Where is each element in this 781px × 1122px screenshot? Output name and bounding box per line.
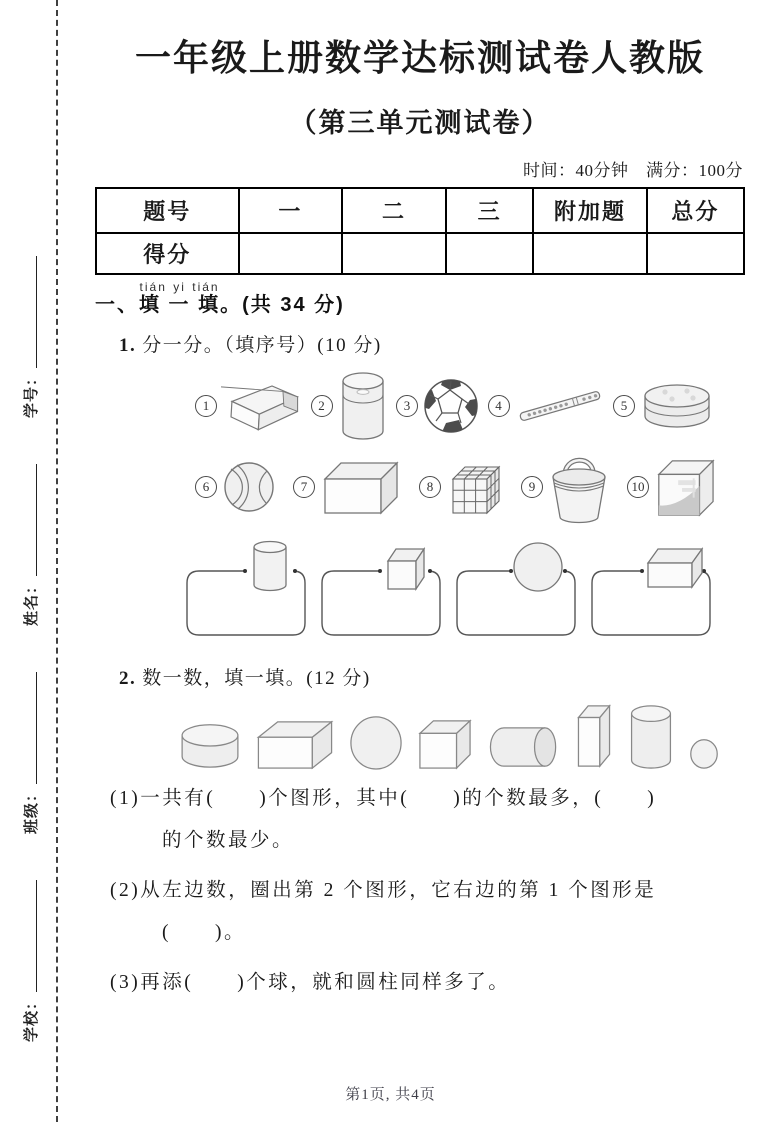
q1-item-rubiks-cube (419, 457, 505, 517)
score-cell-extra (533, 233, 646, 274)
circled-number-1: 1 (195, 395, 217, 417)
sphere-icon (349, 714, 403, 770)
page-footer: 第1页, 共4页 (345, 1087, 436, 1103)
paper-subtitle: （第三单元测试卷） (289, 108, 551, 138)
name-field (20, 464, 41, 626)
bucket-icon (547, 449, 611, 525)
paper-content (95, 0, 745, 1004)
q2-shapes-row (179, 702, 724, 770)
q1-item-tennis-ball (195, 459, 277, 515)
q2-sub2-line1: (2)从左边数，圈出第 2 个图形，它右边的第 1 个图形是 (110, 880, 657, 901)
school-field (20, 880, 41, 1042)
name-label: 姓名： (23, 577, 40, 626)
time-score-meta: 时间：40分钟 满分：100分 (523, 161, 743, 180)
class-label: 班级： (23, 785, 40, 834)
circled-number-5: 5 (613, 395, 635, 417)
question1-line (119, 330, 745, 357)
tall-cuboid-icon (574, 702, 614, 770)
q2-sub2-line2: ( )。 (162, 922, 246, 943)
school-label: 学校： (23, 993, 40, 1042)
q1-objects-row-2 (195, 449, 715, 525)
q2-sub3-line: (3)再添( )个球，就和圆柱同样多了。 (110, 972, 511, 993)
category-box-cube (318, 535, 444, 639)
q2-sub1-line2: 的个数最少。 (162, 830, 295, 851)
cube-icon (416, 716, 474, 770)
class-field (20, 672, 41, 834)
score-header-timu: 题号 (96, 188, 239, 233)
category-box-cuboid (588, 535, 714, 639)
canister-icon (337, 369, 389, 443)
q1-item-box (293, 457, 403, 517)
question1-text: 分一分。（填序号）(10 分) (142, 335, 382, 356)
circled-number-9: 9 (521, 476, 543, 498)
q2-sub3 (110, 962, 745, 1004)
q1-item-canister (311, 369, 389, 443)
circled-number-2: 2 (311, 395, 333, 417)
circled-number-6: 6 (195, 476, 217, 498)
eraser-icon (221, 377, 303, 435)
binding-dashed-line (56, 0, 58, 1122)
q1-objects-row-1 (195, 369, 715, 443)
score-cell-3 (446, 233, 533, 274)
flat-cylinder-icon (179, 720, 241, 770)
score-header-3: 三 (446, 188, 533, 233)
score-header-total: 总分 (647, 188, 744, 233)
q2-sub2 (110, 870, 745, 954)
q2-sub1 (110, 778, 745, 862)
circled-number-3: 3 (396, 395, 418, 417)
student-id-label: 学号： (23, 369, 40, 418)
section1-base: 填 一 填 (139, 294, 221, 316)
circled-number-4: 4 (488, 395, 510, 417)
score-header-1: 一 (239, 188, 343, 233)
category-box-sphere (453, 535, 579, 639)
cuboid-icon (254, 718, 336, 770)
circled-number-8: 8 (419, 476, 441, 498)
tall-cylinder-icon (627, 702, 675, 770)
q1-item-soccer-ball (396, 377, 480, 435)
lying-cylinder-icon (487, 724, 561, 770)
carton-icon (653, 455, 715, 519)
score-cell-1 (239, 233, 343, 274)
cookie-tin-icon (639, 378, 715, 434)
section1-pinyin: tián yi tián (139, 280, 221, 294)
q1-item-cookie-tin (613, 378, 715, 434)
circled-number-7: 7 (293, 476, 315, 498)
category-box-cylinder (183, 535, 309, 639)
score-cell-total (647, 233, 744, 274)
tennis-ball-icon (221, 459, 277, 515)
school-blank-line (23, 880, 37, 992)
student-info-sidebar (14, 48, 46, 1068)
question2-number: 2. (119, 668, 137, 689)
student-id-field (20, 256, 41, 418)
flute-icon (514, 381, 606, 431)
q2-sub1-line1: (1)一共有( )个图形，其中( )的个数最多，( ) (110, 788, 657, 809)
q1-item-flute (488, 381, 606, 431)
score-header-extra: 附加题 (533, 188, 646, 233)
small-sphere-icon (688, 736, 720, 770)
q1-category-boxes (183, 535, 723, 639)
score-row-label: 得分 (96, 233, 239, 274)
class-blank-line (23, 672, 37, 784)
question1-number: 1. (119, 335, 137, 356)
q1-item-eraser (195, 377, 303, 435)
paper-title: 一年级上册数学达标测试卷人教版 (134, 38, 705, 78)
name-blank-line (23, 464, 37, 576)
section1-suffix: 。(共 34 分) (220, 294, 345, 316)
question2-text: 数一数，填一填。(12 分) (142, 668, 371, 689)
circled-number-10: 10 (627, 476, 649, 498)
score-header-2: 二 (342, 188, 446, 233)
q1-item-bucket (521, 449, 611, 525)
student-id-blank-line (23, 256, 37, 368)
question2-line (119, 663, 745, 690)
q1-item-carton (627, 455, 715, 519)
score-table (95, 187, 745, 275)
score-cell-2 (342, 233, 446, 274)
box-icon (319, 457, 403, 517)
rubiks-cube-icon (445, 457, 505, 517)
section1-heading (95, 281, 745, 317)
soccer-ball-icon (422, 377, 480, 435)
section1-prefix: 一、 (95, 294, 139, 316)
